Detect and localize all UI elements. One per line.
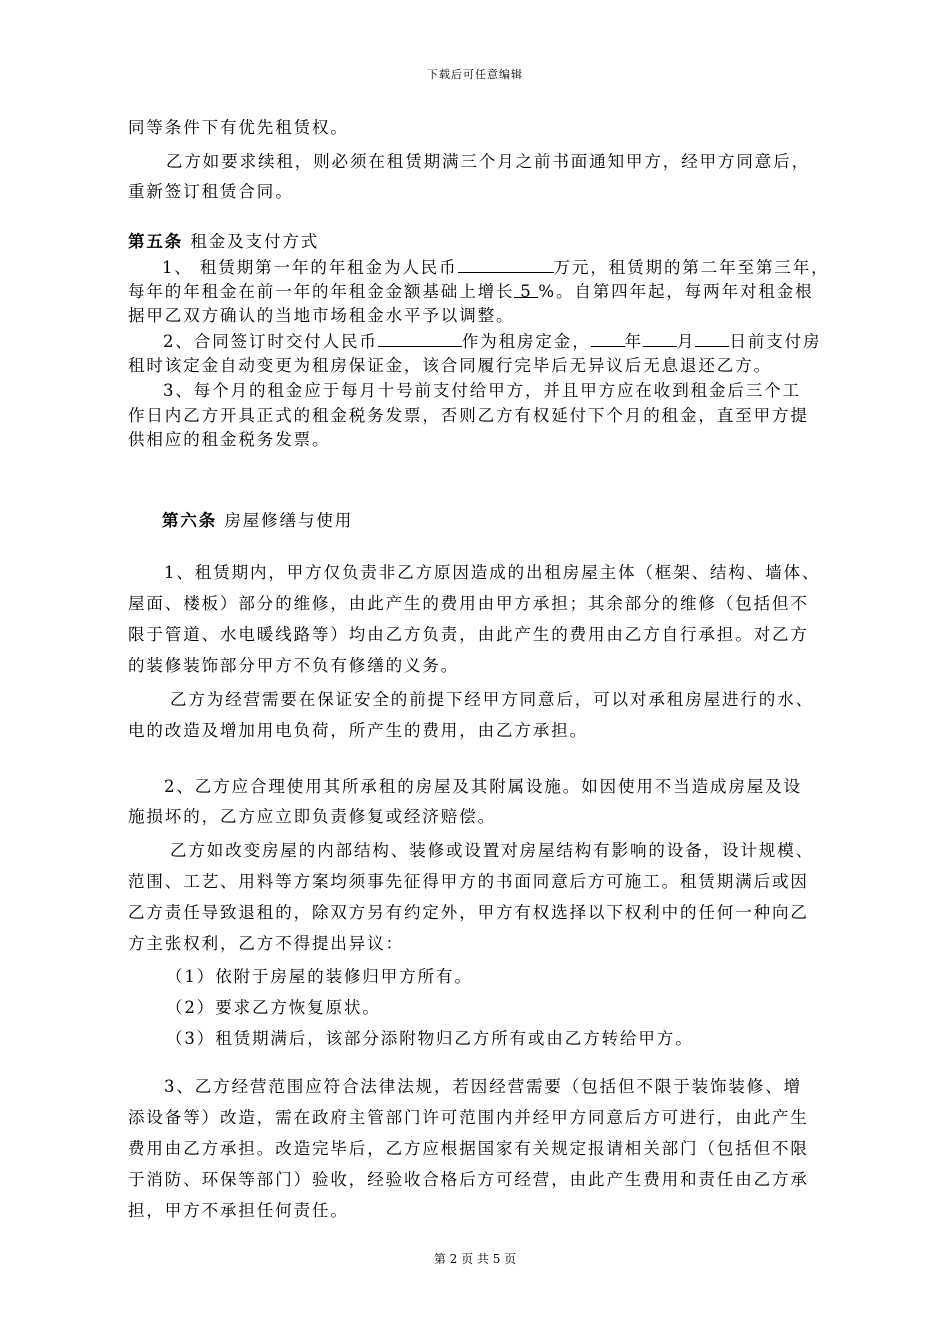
paragraph-line: 于消防、环保等部门）验收，经验收合格后方可经营，由此产生费用和责任由乙方承 bbox=[128, 1170, 809, 1189]
list-item: （1）依附于房屋的装修归甲方所有。 bbox=[166, 967, 473, 986]
paragraph-line: 的装修装饰部分甲方不负有修缮的义务。 bbox=[128, 656, 460, 675]
paragraph-line: 乙方责任导致退租的，除双方另有约定外，甲方有权选择以下权利中的任何一种向乙 bbox=[128, 903, 809, 922]
paragraph-line: 供相应的租金税务发票。 bbox=[128, 430, 331, 449]
page-footer: 第 2 页 共 5 页 bbox=[433, 1252, 517, 1266]
text-run: 作为租房定金， bbox=[461, 332, 591, 351]
blank-field bbox=[458, 256, 554, 273]
paragraph-line: 担，甲方不承担任何责任。 bbox=[128, 1201, 349, 1220]
paragraph-line bbox=[163, 330, 821, 353]
paragraph-line: 电的改造及增加用电负荷，所产生的费用，由乙方承担。 bbox=[128, 721, 588, 740]
article-6-subtitle: 房屋修缮与使用 bbox=[224, 511, 354, 530]
list-item: （2）要求乙方恢复原状。 bbox=[166, 998, 381, 1017]
paragraph-line: 3、乙方经营范围应符合法律法规，若因经营需要（包括但不限于装饰装修、增 bbox=[164, 1077, 802, 1096]
paragraph-line: 范围、工艺、用料等方案均须事先征得甲方的书面同意后方可施工。租赁期满后或因 bbox=[128, 872, 809, 891]
paragraph-line: 租时该定金自动变更为租房保证金，该合同履行完毕后无异议后无息退还乙方。 bbox=[128, 356, 772, 375]
paragraph-line: 据甲乙双方确认的当地市场租金水平予以调整。 bbox=[128, 306, 515, 325]
paragraph-line: 2、乙方应合理使用其所承租的房屋及其附属设施。如因使用不当造成房屋及设 bbox=[164, 777, 802, 796]
paragraph-line bbox=[162, 256, 830, 279]
article-5-heading bbox=[128, 231, 319, 253]
growth-rate-field: 5 bbox=[514, 281, 538, 298]
paragraph-line: 费用由乙方承担。改造完毕后，乙方应根据国家有关规定报请相关部门（包括但不限 bbox=[128, 1139, 809, 1158]
text-run: 万元，租赁期的第二年至第三年， bbox=[553, 258, 830, 277]
paragraph-line: 限于管道、水电暖线路等）均由乙方负责，由此产生的费用由乙方自行承担。对乙方 bbox=[128, 625, 809, 644]
text-run: 每年的年租金在前一年的年租金金额基础上增长 bbox=[128, 282, 515, 301]
text-run: 日前支付房 bbox=[729, 332, 822, 351]
article-5-subtitle: 租金及支付方式 bbox=[190, 232, 320, 251]
article-6-heading bbox=[162, 510, 353, 532]
text-run: 1、 租赁期第一年的年租金为人民币 bbox=[162, 258, 458, 277]
text-run: %。自第四年起，每两年对租金根 bbox=[538, 282, 814, 301]
text-run: 2、合同签订时交付人民币 bbox=[163, 332, 378, 351]
paragraph-line: 添设备等）改造，需在政府主管部门许可范围内并经甲方同意后方可进行，由此产生 bbox=[128, 1108, 809, 1127]
paragraph-line: 1、租赁期内，甲方仅负责非乙方原因造成的出租房屋主体（框架、结构、墙体、 bbox=[164, 563, 821, 582]
paragraph-line: 作日内乙方开具正式的租金税务发票，否则乙方有权延付下个月的租金，直至甲方提 bbox=[128, 406, 809, 425]
paragraph-line: 3、每个月的租金应于每月十号前支付给甲方，并且甲方应在收到租金后三个工 bbox=[163, 381, 801, 400]
paragraph-line: 同等条件下有优先租赁权。 bbox=[128, 118, 349, 137]
paragraph-line bbox=[128, 281, 814, 303]
text-run: 月 bbox=[677, 332, 696, 351]
article-6-title: 第六条 bbox=[162, 511, 218, 530]
paragraph-line: 屋面、楼板）部分的维修，由此产生的费用由甲方承担；其余部分的维修（包括但不 bbox=[128, 594, 809, 613]
blank-field bbox=[591, 330, 625, 347]
paragraph-line: 方主张权利，乙方不得提出异议： bbox=[128, 934, 404, 953]
list-item: （3）租赁期满后，该部分添附物归乙方所有或由乙方转给甲方。 bbox=[166, 1029, 694, 1048]
blank-field bbox=[695, 330, 729, 347]
blank-field bbox=[643, 330, 677, 347]
paragraph-line: 重新签订租赁合同。 bbox=[128, 182, 294, 201]
page-header: 下载后可任意编辑 bbox=[427, 68, 523, 81]
article-5-title: 第五条 bbox=[128, 232, 184, 251]
blank-field bbox=[378, 330, 462, 347]
paragraph-line: 施损坏的，乙方应立即负责修复或经济赔偿。 bbox=[128, 807, 496, 826]
paragraph-line: 乙方如改变房屋的内部结构、装修或设置对房屋结构有影响的设备，设计规模、 bbox=[170, 841, 814, 860]
paragraph-line: 乙方为经营需要在保证安全的前提下经甲方同意后，可以对承租房屋进行的水、 bbox=[170, 690, 814, 709]
paragraph-line: 乙方如要求续租，则必须在租赁期满三个月之前书面通知甲方，经甲方同意后， bbox=[166, 152, 810, 171]
text-run: 年 bbox=[624, 332, 644, 351]
